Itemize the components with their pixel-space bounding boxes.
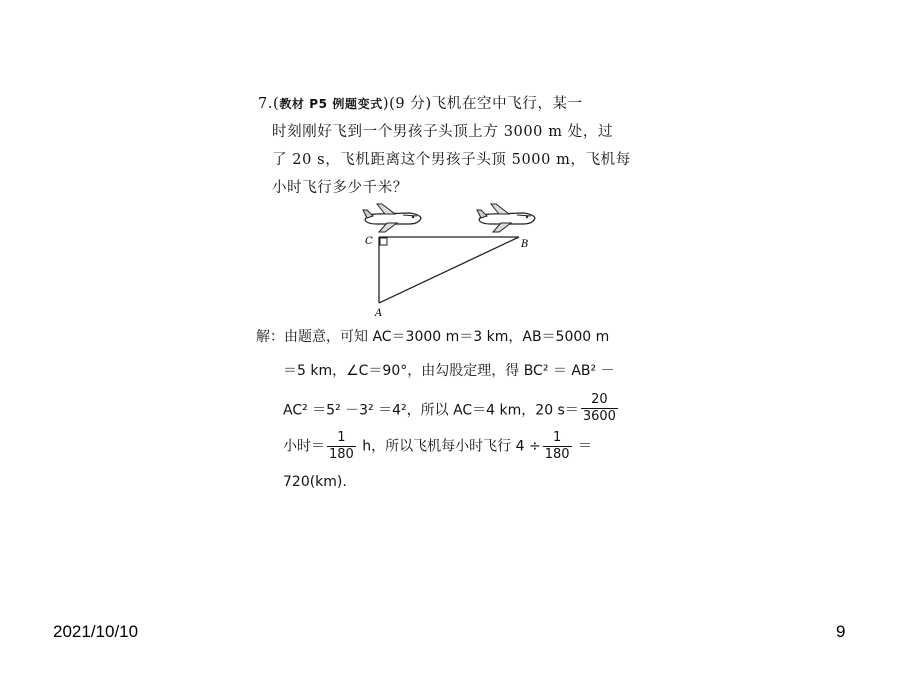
problem-text <box>258 90 648 202</box>
problem-line-1-text: 飞机在空中飞行，某一 <box>431 96 583 112</box>
airplane-icon <box>477 204 535 232</box>
footer-date: 2021/10/10 <box>53 622 139 641</box>
fraction-numerator: 1 <box>543 430 572 447</box>
solution-line-3-text: AC² ＝5² －3² ＝4²，所以 AC＝4 km，20 s＝ <box>283 402 579 419</box>
source-tag: 教材 P5 例题变式 <box>279 97 383 111</box>
solution-line-2: ＝5 km，∠C＝90°，由勾股定理，得 BC² ＝ AB² － <box>283 363 615 379</box>
fraction-20-3600 <box>581 392 618 425</box>
page-number: 9 <box>836 622 846 641</box>
fraction-numerator: 20 <box>581 392 618 409</box>
segment-ab <box>379 237 519 303</box>
label-c: C <box>365 236 373 247</box>
label-a: A <box>375 308 383 319</box>
solution-line-1: 解：由题意，可知 AC＝3000 m＝3 km，AB＝5000 m <box>256 329 610 345</box>
problem-line-3: 了 20 s，飞机距离这个男孩子头顶 5000 m，飞机每 <box>272 152 631 168</box>
solution-line-3 <box>283 394 620 427</box>
problem-line-2: 时刻刚好飞到一个男孩子头顶上方 3000 m 处，过 <box>272 124 614 140</box>
open-paren: ( <box>273 96 280 112</box>
fraction-numerator: 1 <box>327 430 356 447</box>
right-angle-mark <box>380 238 387 245</box>
points: (9 分) <box>389 96 432 112</box>
airplane-icon <box>363 204 421 232</box>
fraction-1-180 <box>327 430 356 463</box>
solution-line-4-a: 小时＝ <box>283 438 325 455</box>
solution-line-5: 720(km). <box>283 474 347 490</box>
fraction-denominator: 3600 <box>582 409 616 424</box>
close-paren: ) <box>382 96 390 112</box>
problem-line-4: 小时飞行多少千米？ <box>272 180 408 196</box>
label-b: B <box>521 239 529 250</box>
fraction-denominator: 180 <box>544 447 570 462</box>
solution-line-4 <box>283 430 592 463</box>
fraction-denominator: 180 <box>329 447 354 462</box>
triangle-figure <box>355 198 545 322</box>
problem-line-1 <box>258 90 648 118</box>
solution-line-4-c: ＝ <box>573 438 592 455</box>
fraction-1-180 <box>543 430 572 463</box>
problem-number: 7. <box>258 96 274 112</box>
solution-line-4-b: h，所以飞机每小时飞行 4 ÷ <box>357 438 541 455</box>
